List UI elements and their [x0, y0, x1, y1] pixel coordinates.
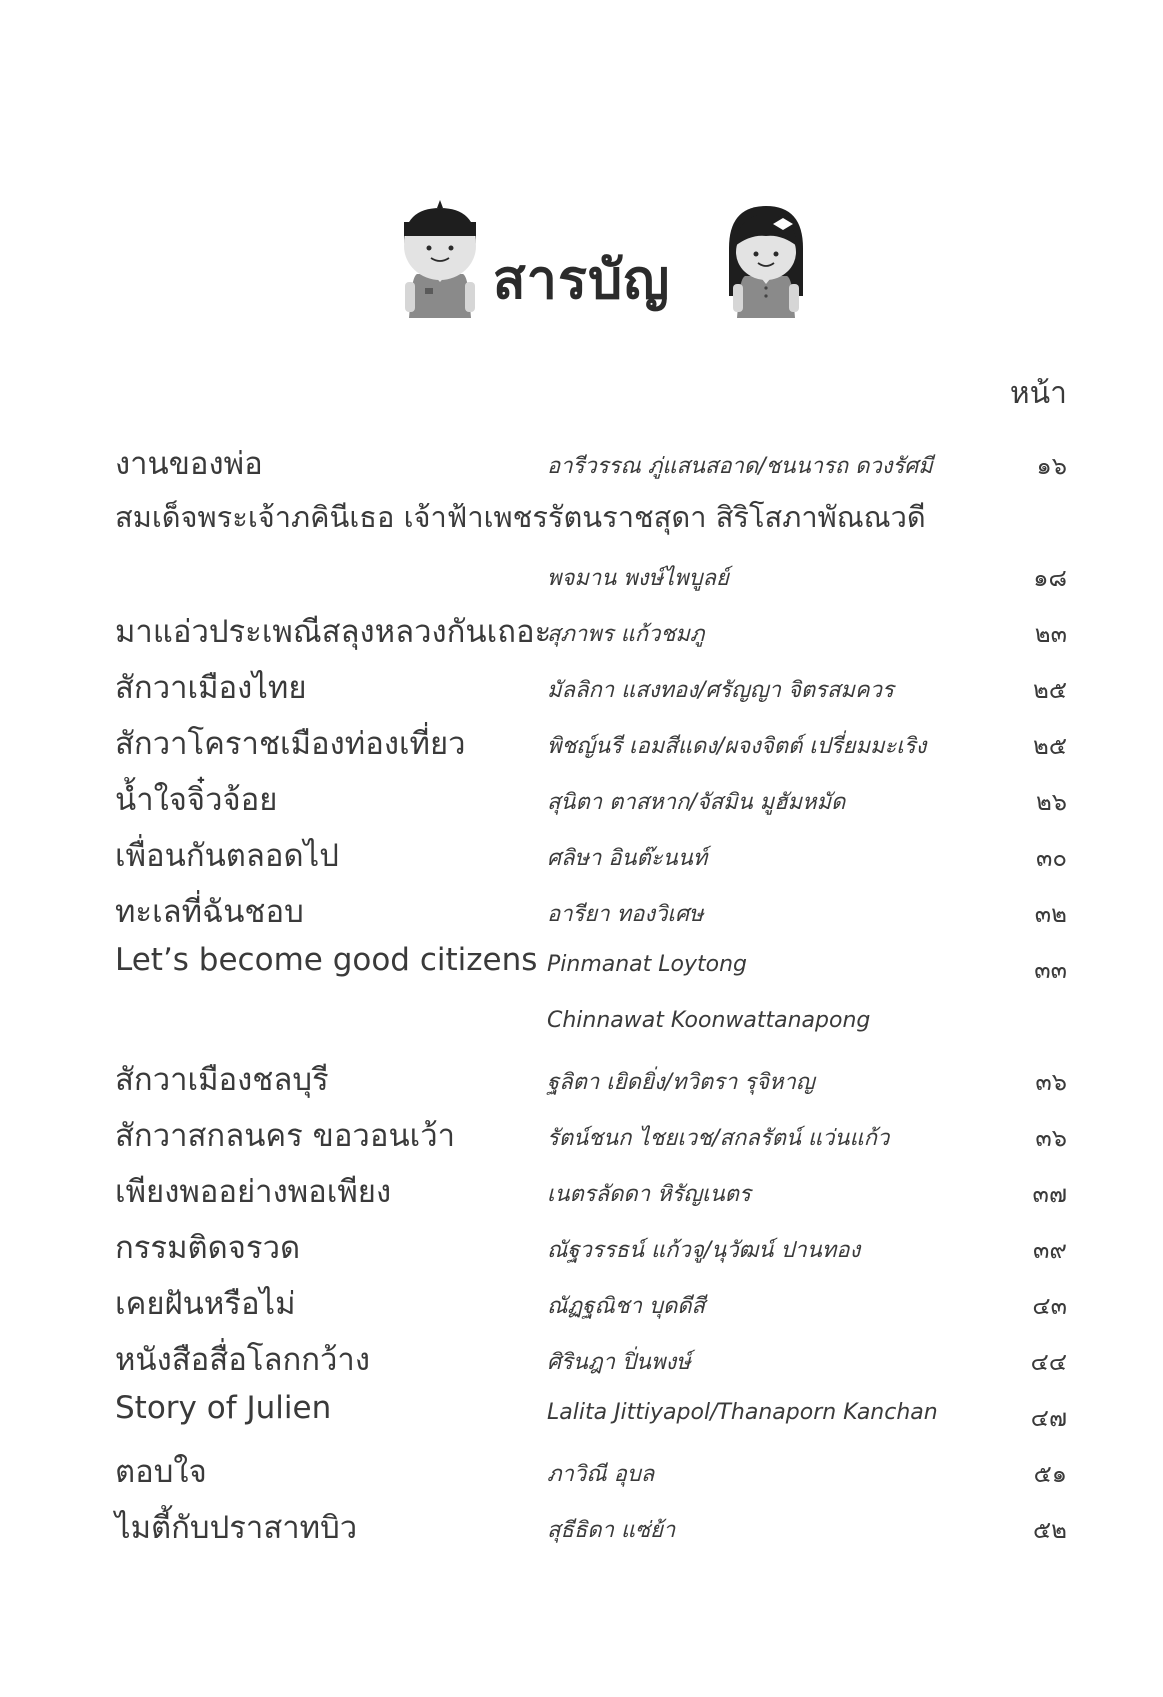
toc-entry-page: ๓๖ — [1035, 1068, 1067, 1096]
toc-row — [115, 1384, 1067, 1440]
toc-entry-title: น้ำใจจิ๋วจ้อย — [115, 782, 278, 818]
toc-entry-author: ศลิษา อินต๊ะนนท์ — [547, 846, 708, 871]
toc-entry-author: ฐลิตา เยิดยิ่ง/ทวิตรา รุจิหาญ — [547, 1070, 815, 1095]
toc-entry-page: ๒๖ — [1035, 788, 1067, 816]
toc-entry-author: พิชญ์นรี เอมสีแดง/ผจงจิตต์ เปรี่ยมมะเริง — [547, 734, 927, 759]
toc-entry-title: สมเด็จพระเจ้าภคินีเธอ เจ้าฟ้าเพชรรัตนราชสุดา สิริโสภาพัณณวดี — [115, 500, 926, 534]
girl-mascot-icon — [721, 196, 811, 321]
toc-row — [115, 1104, 1067, 1160]
toc-entry-page: ๒๕ — [1033, 676, 1067, 704]
toc-entry-title: กรรมติดจรวด — [115, 1230, 301, 1266]
toc-row — [115, 768, 1067, 824]
toc-entry-page: ๕๒ — [1033, 1516, 1067, 1544]
toc-entry-author: มัลลิกา แสงทอง/ศรัญญา จิตรสมควร — [547, 678, 894, 703]
toc-entry-title: สักวาสกลนคร ขอวอนเว้า — [115, 1118, 456, 1154]
toc-entry-title: ตอบใจ — [115, 1454, 207, 1490]
toc-row — [115, 1160, 1067, 1216]
toc-entry-title: หนังสือสื่อโลกกว้าง — [115, 1342, 370, 1378]
toc-row — [115, 488, 1067, 544]
toc-entry-author: Lalita Jittiyapol/Thanaporn Kanchan — [547, 1400, 938, 1425]
toc-entry-author: พจมาน พงษ์ไพบูลย์ — [547, 566, 729, 591]
toc-entry-page: ๓๒ — [1034, 900, 1067, 928]
toc-row — [115, 1440, 1067, 1496]
toc-entry-author: เนตรลัดดา หิรัญเนตร — [547, 1182, 751, 1207]
toc-row — [115, 1328, 1067, 1384]
toc-entry-author: ณัฐวรรธน์ แก้วจู/นุวัฒน์ ปานทอง — [547, 1238, 861, 1263]
toc-row — [115, 544, 1067, 600]
toc-entry-title: งานของพ่อ — [115, 446, 263, 482]
toc-row — [115, 880, 1067, 936]
toc-entry-title: สักวาเมืองไทย — [115, 670, 307, 706]
page-title: สารบัญ — [492, 248, 671, 311]
toc-entry-author: อารีวรรณ ภู่แสนสอาด/ชนนารถ ดวงรัศมี — [547, 454, 933, 479]
toc-entry-page: ๒๓ — [1034, 620, 1067, 648]
toc-entry-page: ๔๔ — [1030, 1348, 1067, 1376]
toc-entry-author: อารียา ทองวิเศษ — [547, 902, 704, 927]
toc-entry-author: ณัฏฐณิชา บุดดีสี — [547, 1294, 705, 1319]
toc-entry-page: ๓๗ — [1032, 1180, 1067, 1208]
toc-row — [115, 656, 1067, 712]
toc-entry-page: ๓๙ — [1033, 1236, 1067, 1264]
toc-row — [115, 1216, 1067, 1272]
toc-row — [115, 712, 1067, 768]
toc-entry-title: ทะเลที่ฉันชอบ — [115, 894, 304, 930]
toc-entry-title: Let’s become good citizens — [115, 942, 538, 978]
toc-row — [115, 600, 1067, 656]
toc-entry-page: ๓๖ — [1035, 1124, 1067, 1152]
toc-entry-page: ๔๓ — [1032, 1292, 1067, 1320]
page-column-label: หน้า — [1009, 376, 1067, 411]
toc-entry-page: ๓๓ — [1034, 956, 1067, 984]
toc-entry-author: สุธีธิดา แซ่ย้า — [547, 1518, 676, 1543]
toc-row — [115, 1496, 1067, 1552]
toc-entry-title: เพียงพออย่างพอเพียง — [115, 1174, 392, 1210]
toc-entry-page: ๑๖ — [1036, 452, 1067, 480]
toc-entry-title: เคยฝันหรือไม่ — [115, 1286, 296, 1322]
toc-entry-title: สักวาเมืองชลบุรี — [115, 1062, 329, 1098]
toc-entry-page: ๑๘ — [1033, 564, 1067, 592]
toc-entry-author: Pinmanat Loytong — [547, 952, 748, 977]
toc-entry-page: ๕๑ — [1033, 1460, 1067, 1488]
toc-entry-title: ไมตี้กับปราสาทบิว — [115, 1510, 358, 1546]
toc-entry-page: ๓๐ — [1035, 844, 1067, 872]
toc-entry-author: ศิรินฎา ปิ่นพงษ์ — [547, 1350, 691, 1375]
toc-entry-author: Chinnawat Koonwattanapong — [547, 1008, 871, 1033]
toc-row — [115, 936, 1067, 992]
toc-entry-author: สุภาพร แก้วชมภู — [547, 622, 705, 647]
toc-row — [115, 1272, 1067, 1328]
toc-entry-page: ๔๗ — [1030, 1404, 1067, 1432]
toc-entry-author: รัตน์ชนก ไชยเวช/สกลรัตน์ แว่นแก้ว — [547, 1126, 890, 1151]
toc-row — [115, 1048, 1067, 1104]
toc-entry-author: สุนิตา ตาสหาก/จัสมิน มูฮัมหมัด — [547, 790, 846, 815]
toc-row — [115, 992, 1067, 1048]
toc-row — [115, 432, 1067, 488]
toc-entry-page: ๒๕ — [1033, 732, 1067, 760]
toc-row — [115, 824, 1067, 880]
toc-entry-title: สักวาโคราชเมืองท่องเที่ยว — [115, 726, 466, 762]
toc-entry-title: เพื่อนกันตลอดไป — [115, 838, 339, 874]
toc-entry-title: Story of Julien — [115, 1390, 332, 1426]
header — [0, 196, 1163, 326]
toc-entry-author: ภาวิณี อุบล — [547, 1462, 655, 1487]
toc-entry-title: มาแอ่วประเพณีสลุงหลวงกันเถอะ — [115, 614, 552, 650]
table-of-contents — [115, 432, 1067, 1552]
